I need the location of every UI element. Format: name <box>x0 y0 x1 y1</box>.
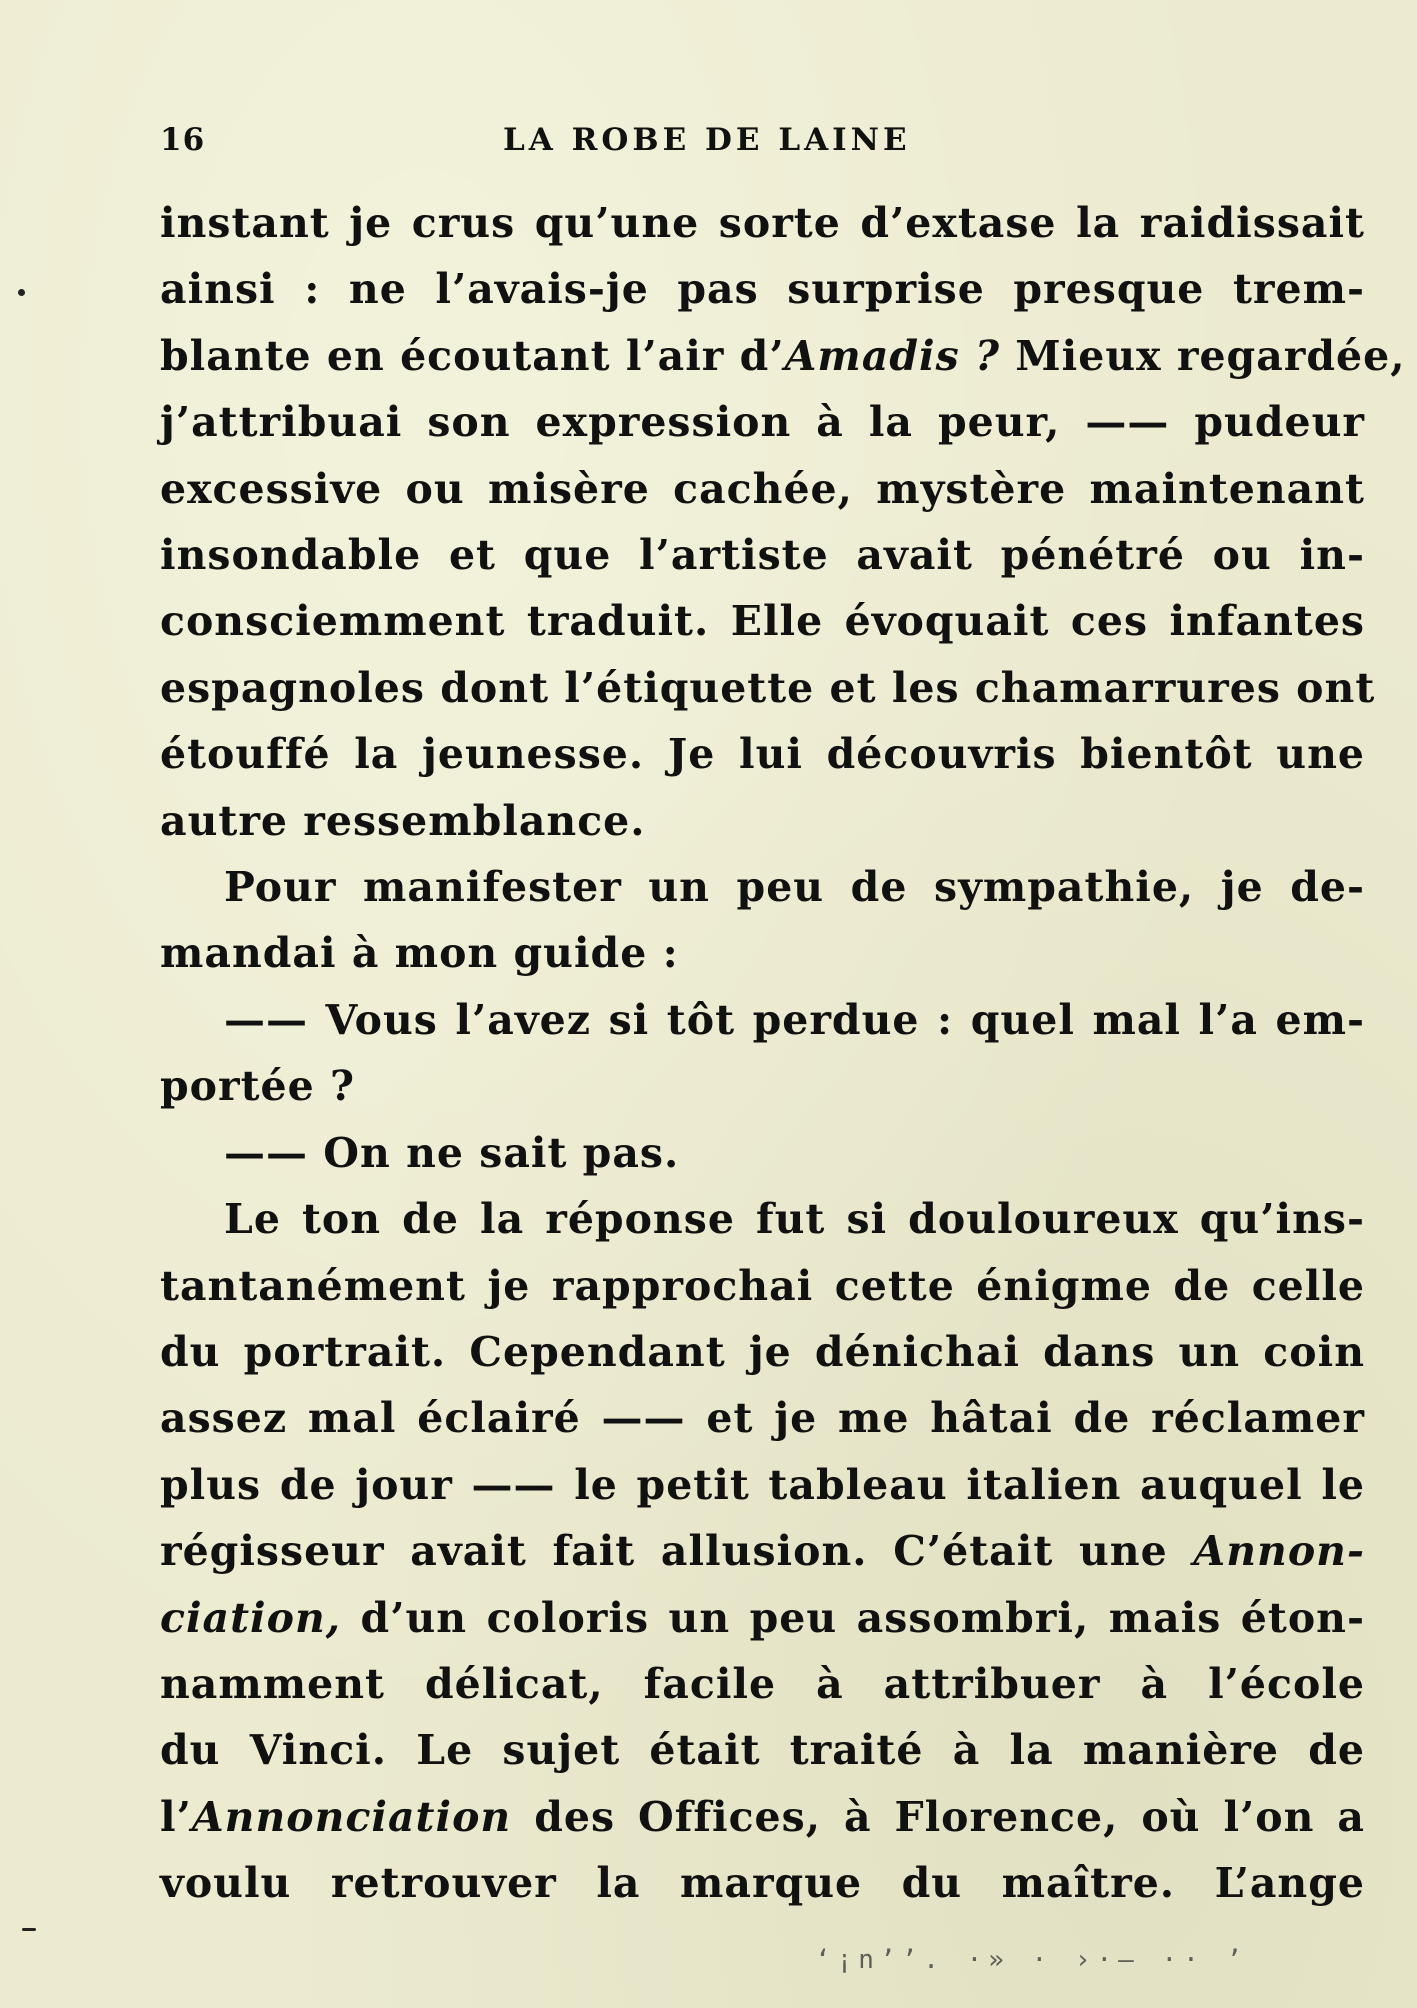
text-run: l’ <box>160 1792 192 1841</box>
margin-speck <box>22 1928 36 1931</box>
text-run: blante en écoutant l’air d’ <box>160 331 785 380</box>
running-head <box>160 110 1365 170</box>
dialogue-paragraph <box>160 1120 1365 1186</box>
dialogue-paragraph <box>160 987 1365 1120</box>
text-line <box>160 1784 1365 1850</box>
paragraph <box>160 854 1365 987</box>
paragraph <box>160 1186 1365 1916</box>
text-line: consciemment traduit. Elle évoquait ces infantes <box>160 597 1365 646</box>
italic-title-annonciation: ciation, <box>160 1593 342 1642</box>
text-line: insondable et que l’artiste avait pénétré ou in- <box>160 531 1365 580</box>
text-line: espagnoles dont l’étiquette et les chamarrures ont <box>160 663 1376 712</box>
italic-title-annonciation: Annonciation <box>191 1792 512 1841</box>
text-line: excessive ou misère cachée, mystère maintenant <box>160 464 1365 513</box>
text-line: plus de jour —— le petit tableau italien auquel le <box>160 1460 1365 1509</box>
text-line <box>160 1585 1365 1651</box>
text-line: voulu retrouver la marque du maître. L’ange <box>160 1859 1365 1908</box>
footer-marks: ‘¡n’’. ·» · ›·‒ ·· ’ <box>815 1945 1249 1975</box>
margin-speck <box>18 289 25 296</box>
italic-title-annonciation: Annon- <box>1193 1527 1365 1576</box>
book-page <box>160 110 1406 1990</box>
text-line: instant je crus qu’une sorte d’extase la raidissait <box>160 199 1365 247</box>
italic-title-amadis: Amadis ? <box>784 331 1001 380</box>
page-number: 16 <box>160 122 206 158</box>
text-run: Mieux regardée, <box>1000 331 1406 380</box>
text-line: j’attribuai son expression à la peur, —— pudeur <box>160 398 1365 447</box>
text-line: tantanément je rapprochai cette énigme de celle <box>160 1261 1365 1310</box>
text-run: régisseur avait fait allusion. C’était une <box>160 1527 1194 1576</box>
text-line <box>160 323 1406 389</box>
paragraph <box>160 190 1406 854</box>
text-line: —— On ne sait pas. <box>224 1128 680 1177</box>
text-run: des Offices, à Florence, où l’on a <box>511 1792 1365 1841</box>
text-line: du Vinci. Le sujet était traité à la manière de <box>160 1726 1365 1775</box>
text-line: du portrait. Cependant je dénichai dans un coin <box>160 1327 1365 1376</box>
text-line <box>160 1518 1365 1584</box>
text-line: —— Vous l’avez si tôt perdue : quel mal l’a em- <box>224 995 1365 1044</box>
running-title: LA ROBE DE LAINE <box>503 122 911 158</box>
text-line: ainsi : ne l’avais-je pas surprise presque trem- <box>160 265 1365 314</box>
text-line: Pour manifester un peu de sympathie, je de- <box>224 863 1365 912</box>
text-line: portée ? <box>160 1062 356 1111</box>
text-line: autre ressemblance. <box>160 796 646 845</box>
text-line: mandai à mon guide : <box>160 929 679 978</box>
text-line: étouffé la jeunesse. Je lui découvris bientôt une <box>160 730 1365 779</box>
text-line: namment délicat, facile à attribuer à l’école <box>160 1659 1365 1708</box>
text-line: assez mal éclairé —— et je me hâtai de réclamer <box>160 1394 1365 1443</box>
text-run: d’un coloris un peu assombri, mais éton- <box>341 1593 1365 1642</box>
body-text <box>160 190 1406 1917</box>
text-line: Le ton de la réponse fut si douloureux qu’ins- <box>224 1195 1365 1244</box>
